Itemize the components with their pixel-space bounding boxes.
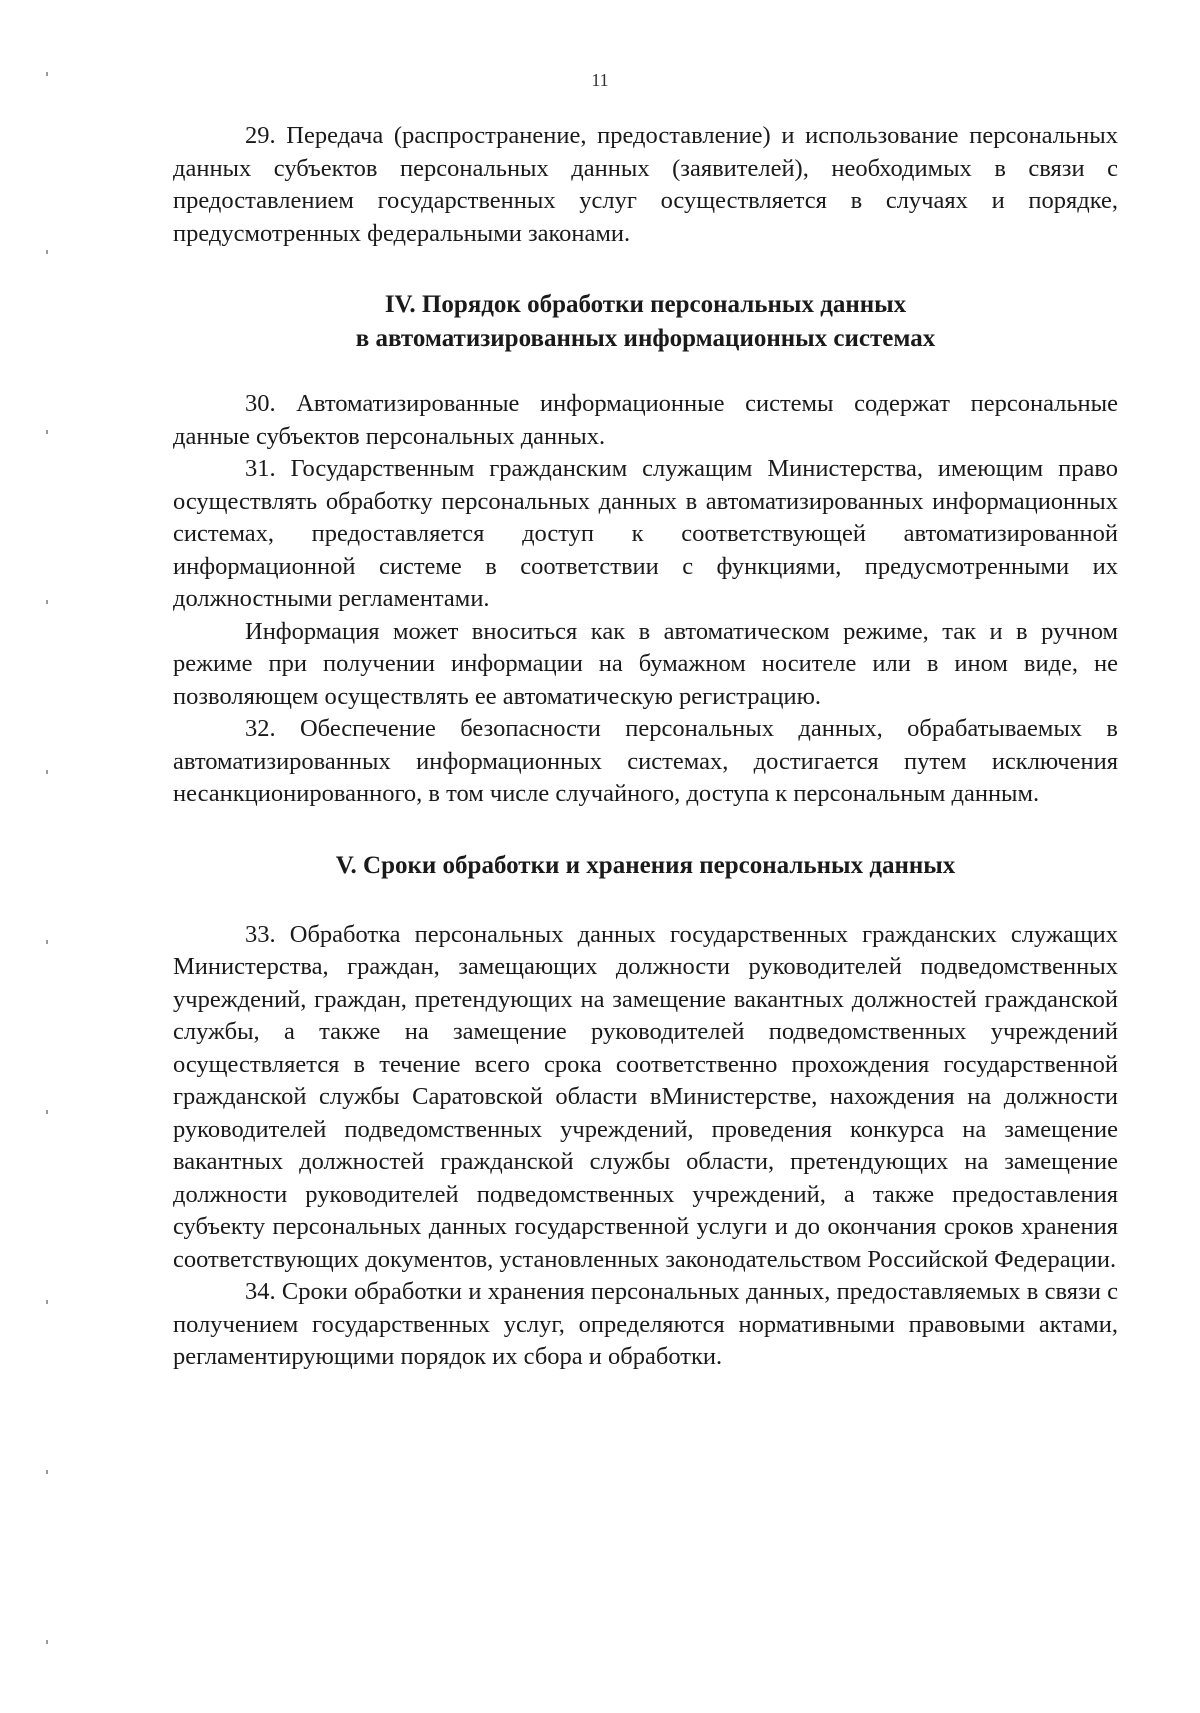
section-5-heading: [173, 849, 1118, 883]
scan-speck: [46, 250, 48, 254]
section-4-heading-line-1: IV. Порядок обработки персональных данных: [384, 291, 907, 318]
scan-speck: [46, 940, 48, 944]
paragraph-30: 30. Автоматизированные информационные системы содержат персональные данные субъектов персональных данных.: [173, 390, 1118, 450]
paragraph-31: 31. Государственным гражданским служащим Министерства, имеющим право осуществлять обработку персональных данных в автоматизированных информационных системах, предоставляется доступ к соответствующей автоматизированной информационной системе в соответствии с функциями, предусмотренными их должностными регламентами.: [173, 455, 1118, 612]
page-number: 11: [591, 70, 609, 90]
section-4-heading-line-2: в автоматизированных информационных системах: [355, 325, 936, 352]
scan-speck: [46, 1470, 48, 1474]
section-5-heading-line: V. Сроки обработки и хранения персональных данных: [335, 851, 956, 879]
paragraph-31-info: Информация может вноситься как в автоматическом режиме, так и в ручном режиме при получении информации на бумажном носителе или в ином виде, не позволяющем осуществлять ее автоматическую регистрацию.: [173, 617, 1118, 710]
scan-speck: [46, 72, 48, 76]
section-4-heading: [173, 288, 1118, 356]
scan-speck: [46, 1300, 48, 1304]
paragraph-33: 33. Обработка персональных данных государственных гражданских служащих Министерства, граждан, замещающих должности руководителей подведомственных учреждений, граждан, претендующих на замещение вакантных должностей гражданской службы, а также на замещение руководителей подведомственных учреждений осуществляется в течение всего срока соответственно прохождения государственной гражданской службы Саратовской области вМинистерстве, нахождения на должности руководителей подведомственных учреждений, проведения конкурса на замещение вакантных должностей гражданской службы области, претендующих на замещение должности руководителей подведомственных учреждений, а также предоставления субъекту персональных данных государственной услуги и до окончания сроков хранения соответствующих документов, установленных законодательством Российской Федерации.: [173, 920, 1118, 1273]
paragraph-32: 32. Обеспечение безопасности персональных данных, обрабатываемых в автоматизированных информационных системах, достигается путем исключения несанкционированного, в том числе случайного, доступа к персональным данным.: [173, 715, 1118, 807]
document-body: [173, 120, 1118, 1374]
paragraph-34: 34. Сроки обработки и хранения персональных данных, предоставляемых в связи с получением государственных услуг, определяются нормативными правовыми актами, регламентирующими порядок их сбора и обработки.: [173, 1278, 1118, 1370]
scan-speck: [46, 430, 48, 434]
paragraph-29: 29. Передача (распространение, предоставление) и использование персональных данных субъектов персональных данных (заявителей), необходимых в связи с предоставлением государственных услуг осуществляется в случаях и порядке, предусмотренных федеральными законами.: [173, 122, 1118, 247]
scan-speck: [46, 1110, 48, 1114]
scan-speck: [46, 600, 48, 604]
scan-speck: [46, 770, 48, 774]
scan-speck: [46, 1640, 48, 1644]
